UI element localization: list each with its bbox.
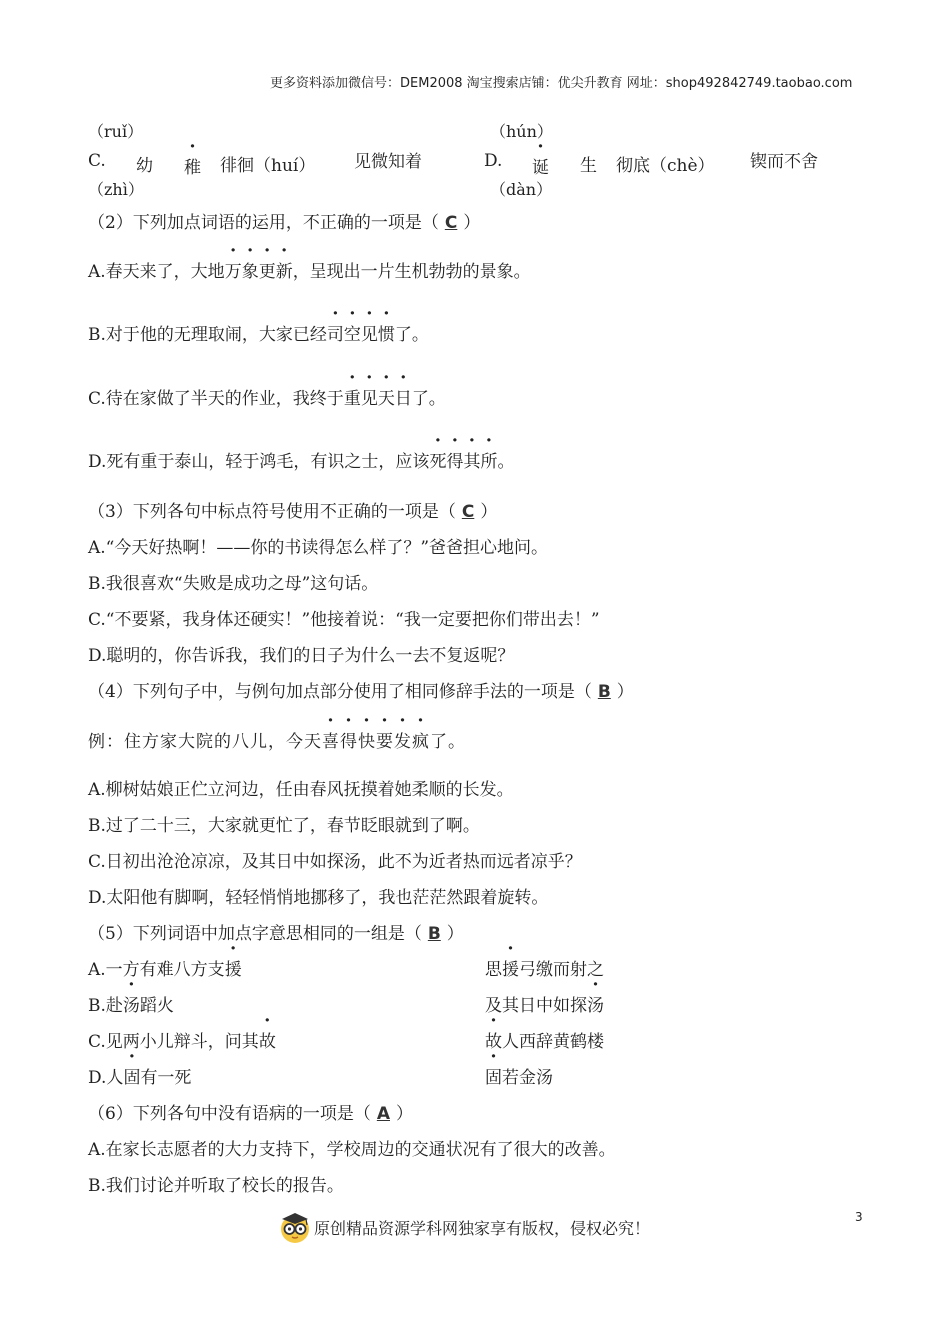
question-3-stem: （3）下列各句中标点符号使用不正确的一项是（ C ） [88, 502, 498, 522]
q5-row-b-right: 及其日中如探汤 [485, 996, 604, 1016]
pinyin-c-top: （ruǐ） [88, 122, 144, 141]
answer-6: A [376, 1104, 390, 1124]
answer-4: B [597, 682, 611, 702]
q5-row-a-left: A.一方有难八方支援 [88, 960, 242, 980]
q3-option-d: D.聪明的，你告诉我，我们的日子为什么一去不复返呢？ [88, 646, 515, 666]
q5-row-d-right: 固若金汤 [485, 1068, 553, 1088]
question-2-stem: （2）下列加点词语的运用，不正确的一项是（ C ） [88, 213, 481, 233]
q5-row-b-left: B.赴汤蹈火 [88, 996, 174, 1016]
q2-option-c: C.待在家做了半天的作业，我终于重见天日了。 [88, 389, 446, 409]
question-4-stem: （4）下列句子中，与例句加点部分使用了相同修辞手法的一项是（ B ） [88, 682, 634, 702]
q4-example: 例：住方家大院的八儿，今天喜得快要发疯了。 [88, 732, 466, 752]
footer-copyright: 原创精品资源学科网独家享有版权，侵权必究！ [314, 1218, 651, 1238]
option-d-word4: 锲而不舍 [750, 152, 818, 172]
pinyin-d-top: （hún） [490, 122, 553, 141]
q3-option-a: A.“今天好热啊！——你的书读得怎么样了？”爸爸担心地问。 [88, 538, 549, 558]
answer-3: C [461, 502, 475, 522]
q6-option-b: B.我们讨论并听取了校长的报告。 [88, 1176, 344, 1196]
page-header: 更多资料添加微信号：DEM2008 淘宝搜索店铺：优尖升教育 网址：shop492842749.taobao.com [270, 76, 853, 91]
owl-glasses-logo-icon [278, 1210, 312, 1244]
q5-row-c-left: C.见两小儿辩斗，问其故 [88, 1032, 276, 1052]
pinyin-d-bottom: （dàn） [490, 180, 553, 199]
q4-option-d: D.太阳他有脚啊，轻轻悄悄地挪移了，我也茫茫然跟着旋转。 [88, 888, 549, 908]
pinyin-c-bottom: （zhì） [88, 180, 144, 199]
q4-option-c: C.日初出沧沧凉凉，及其日中如探汤，此不为近者热而远者凉乎？ [88, 852, 582, 872]
q5-row-d-left: D.人固有一死 [88, 1068, 192, 1088]
question-5-stem: （5）下列词语中加点字意思相同的一组是（ B ） [88, 924, 464, 944]
option-d-label: D. [484, 151, 503, 171]
q5-row-c-right: 故人西辞黄鹤楼 [485, 1032, 604, 1052]
option-d-word2: 生 [580, 156, 597, 176]
q2-option-d: D.死有重于泰山，轻于鸿毛，有识之士，应该死得其所。 [88, 452, 515, 472]
answer-5: B [427, 924, 441, 944]
option-d-word3: 彻底（chè） [616, 156, 715, 176]
q6-option-a: A.在家长志愿者的大力支持下，学校周边的交通状况有了很大的改善。 [88, 1140, 616, 1160]
option-c-word1: 幼 [136, 156, 153, 176]
page-footer [278, 1210, 650, 1244]
q4-option-a: A.柳树姑娘正伫立河边，任由春风抚摸着她柔顺的长发。 [88, 780, 514, 800]
question-6-stem: （6）下列各句中没有语病的一项是（ A ） [88, 1104, 413, 1124]
option-c-label: C. [88, 151, 106, 171]
q5-row-a-right: 思援弓缴而射之 [485, 960, 604, 980]
q3-option-b: B.我很喜欢“失败是成功之母”这句话。 [88, 574, 379, 594]
q2-option-b: B.对于他的无理取闹，大家已经司空见惯了。 [88, 325, 429, 345]
q2-option-a: A.春天来了，大地万象更新，呈现出一片生机勃勃的景象。 [88, 262, 531, 282]
answer-2: C [444, 213, 458, 233]
page-number: 3 [855, 1210, 863, 1224]
option-c-word3: 徘徊（huí） [220, 156, 316, 176]
q3-option-c: C.“不要紧，我身体还硬实！”他接着说：“我一定要把你们带出去！” [88, 610, 600, 630]
option-d-word1: 诞 [532, 158, 549, 178]
option-c-word4: 见微知着 [354, 152, 422, 172]
option-c-word2: 稚 [184, 158, 201, 178]
q4-option-b: B.过了二十三，大家就更忙了，春节眨眼就到了啊。 [88, 816, 480, 836]
